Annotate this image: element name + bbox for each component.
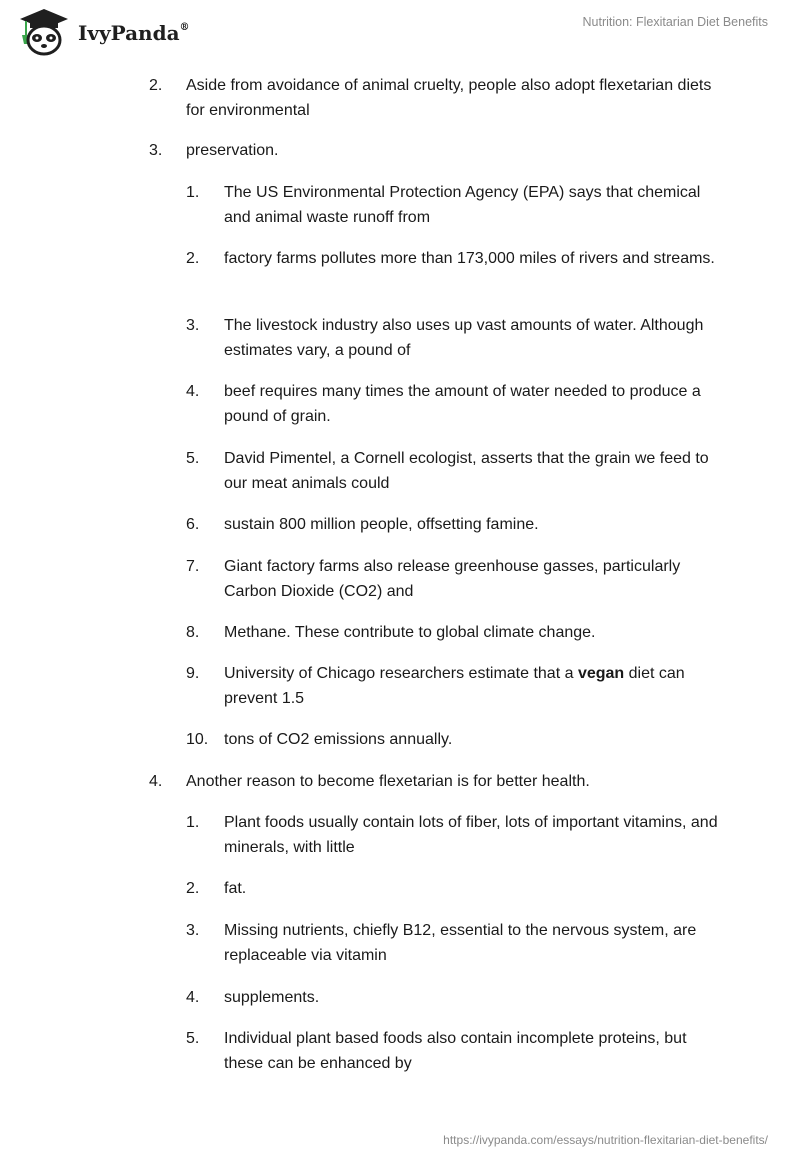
- list-text: Giant factory farms also release greenhouse gasses, particularly Carbon Dioxide (CO2) and: [224, 558, 681, 600]
- list-text: preservation.: [186, 142, 279, 159]
- emphasis-vegan: vegan: [577, 665, 625, 682]
- ivypanda-logo[interactable]: [14, 7, 214, 57]
- list-number: 1.: [186, 184, 200, 201]
- list-text: factory farms pollutes more than 173,000 miles of rivers and streams.: [224, 250, 715, 267]
- list-number: 3.: [149, 142, 163, 159]
- registered-mark: ®: [179, 22, 190, 34]
- source-url[interactable]: https://ivypanda.com/essays/nutrition-flexitarian-diet-benefits/: [443, 1133, 768, 1147]
- list-text: sustain 800 million people, offsetting famine.: [224, 516, 539, 533]
- panda-graduate-icon: [14, 7, 74, 57]
- text-before: University of Chicago researchers estimate that a: [224, 665, 578, 682]
- list-text: [224, 661, 729, 711]
- list-number: 5.: [186, 1030, 200, 1047]
- list-number: 1.: [186, 814, 200, 831]
- page-header: [0, 0, 800, 70]
- list-number: 8.: [186, 624, 200, 641]
- list-text: Another reason to become flexetarian is for better health.: [186, 773, 590, 790]
- list-number: 3.: [186, 922, 200, 939]
- list-text: Aside from avoidance of animal cruelty, people also adopt flexetarian diets for environmental: [186, 77, 712, 119]
- list-number: 5.: [186, 450, 200, 467]
- list-number: 4.: [149, 773, 163, 790]
- text-after: diet can prevent 1.5: [224, 665, 685, 707]
- list-text: Plant foods usually contain lots of fiber, lots of important vitamins, and minerals, with little: [224, 814, 718, 856]
- list-text: Missing nutrients, chiefly B12, essential to the nervous system, are replaceable via vitamin: [224, 922, 697, 964]
- list-number: 6.: [186, 516, 200, 533]
- list-number: 4.: [186, 989, 200, 1006]
- list-number: 7.: [186, 558, 200, 575]
- document-title: Nutrition: Flexitarian Diet Benefits: [582, 15, 768, 29]
- list-number: 2.: [186, 880, 200, 897]
- list-text: David Pimentel, a Cornell ecologist, asserts that the grain we feed to our meat animals could: [224, 450, 709, 492]
- list-number: 9.: [186, 665, 200, 682]
- logo-text: IvyPanda: [78, 21, 180, 45]
- list-text: The livestock industry also uses up vast amounts of water. Although estimates vary, a pound of: [224, 317, 704, 359]
- list-text: fat.: [224, 880, 247, 897]
- list-number: 2.: [149, 77, 163, 94]
- logo-wordmark: [78, 21, 190, 45]
- list-number: 4.: [186, 383, 200, 400]
- list-number: 10.: [186, 731, 209, 748]
- list-text: tons of CO2 emissions annually.: [224, 731, 453, 748]
- list-number: 2.: [186, 250, 200, 267]
- list-text: beef requires many times the amount of water needed to produce a pound of grain.: [224, 383, 701, 425]
- list-text: Individual plant based foods also contain incomplete proteins, but these can be enhanced by: [224, 1030, 687, 1072]
- list-number: 3.: [186, 317, 200, 334]
- list-text: The US Environmental Protection Agency (EPA) says that chemical and animal waste runoff from: [224, 184, 701, 226]
- list-text: Methane. These contribute to global climate change.: [224, 624, 596, 641]
- list-text: supplements.: [224, 989, 320, 1006]
